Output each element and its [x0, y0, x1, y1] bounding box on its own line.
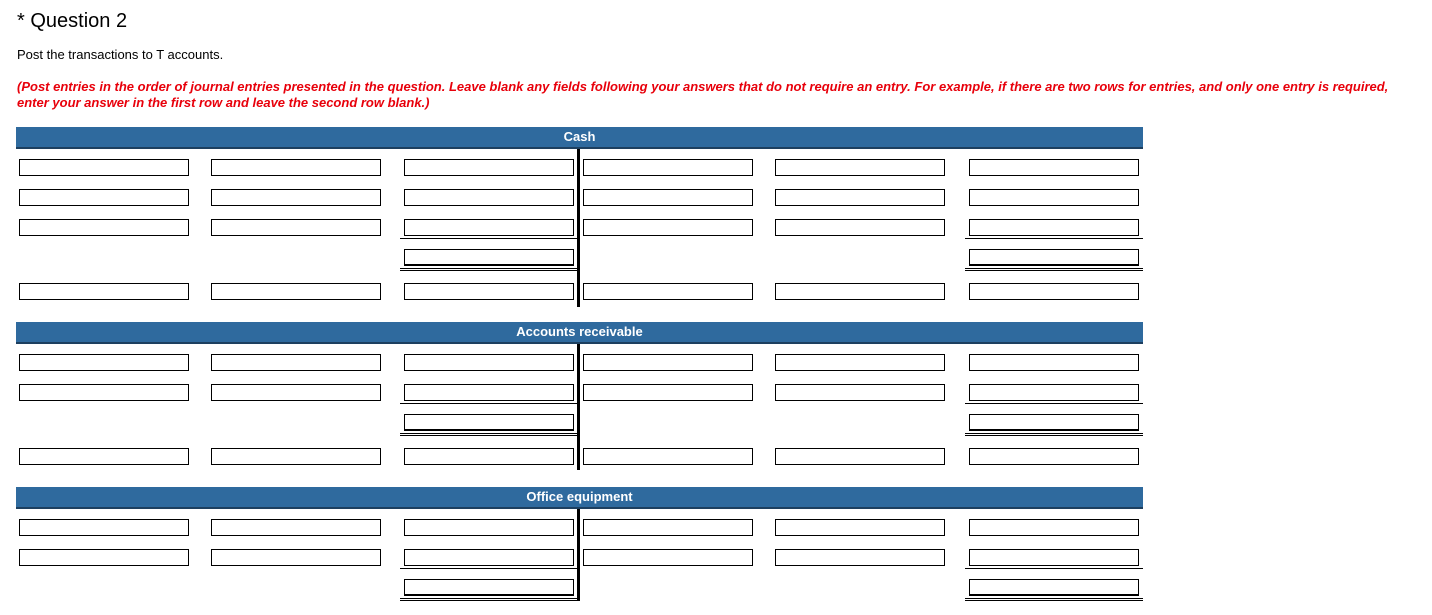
credit-amount-input[interactable]: [969, 384, 1139, 401]
debit-date-input[interactable]: [19, 159, 189, 176]
subtotal-rule: [965, 238, 1143, 239]
t-account-title: Cash: [16, 127, 1143, 149]
credit-total-input[interactable]: [969, 414, 1139, 431]
question-intro: Post the transactions to T accounts.: [17, 47, 224, 62]
credit-balance-description-input[interactable]: [775, 448, 945, 465]
debit-amount-input[interactable]: [404, 549, 574, 566]
credit-description-input[interactable]: [775, 519, 945, 536]
debit-description-input[interactable]: [211, 549, 381, 566]
debit-amount-input[interactable]: [404, 354, 574, 371]
credit-amount-input[interactable]: [969, 549, 1139, 566]
subtotal-rule: [400, 403, 578, 404]
credit-amount-input[interactable]: [969, 219, 1139, 236]
credit-description-input[interactable]: [775, 159, 945, 176]
credit-balance-amount-input[interactable]: [969, 448, 1139, 465]
credit-total-input[interactable]: [969, 249, 1139, 266]
debit-date-input[interactable]: [19, 219, 189, 236]
debit-date-input[interactable]: [19, 189, 189, 206]
credit-date-input[interactable]: [583, 519, 753, 536]
question-title: * Question 2: [17, 10, 128, 32]
debit-balance-amount-input[interactable]: [404, 283, 574, 300]
debit-description-input[interactable]: [211, 354, 381, 371]
debit-total-input[interactable]: [404, 249, 574, 266]
debit-total-input[interactable]: [404, 579, 574, 596]
t-account-title: Office equipment: [16, 487, 1143, 509]
debit-balance-date-input[interactable]: [19, 283, 189, 300]
subtotal-rule: [965, 568, 1143, 569]
credit-date-input[interactable]: [583, 159, 753, 176]
t-account-divider: [577, 509, 580, 601]
t-account-accounts-receivable: [16, 322, 1143, 470]
credit-amount-input[interactable]: [969, 519, 1139, 536]
credit-description-input[interactable]: [775, 549, 945, 566]
debit-date-input[interactable]: [19, 549, 189, 566]
credit-date-input[interactable]: [583, 219, 753, 236]
debit-description-input[interactable]: [211, 189, 381, 206]
subtotal-rule: [965, 403, 1143, 404]
debit-balance-description-input[interactable]: [211, 448, 381, 465]
debit-date-input[interactable]: [19, 519, 189, 536]
credit-balance-date-input[interactable]: [583, 448, 753, 465]
debit-date-input[interactable]: [19, 354, 189, 371]
credit-description-input[interactable]: [775, 189, 945, 206]
credit-description-input[interactable]: [775, 354, 945, 371]
total-double-rule: [400, 598, 578, 601]
debit-balance-date-input[interactable]: [19, 448, 189, 465]
total-double-rule: [965, 433, 1143, 436]
credit-date-input[interactable]: [583, 549, 753, 566]
debit-description-input[interactable]: [211, 219, 381, 236]
t-account-divider: [577, 344, 580, 470]
debit-date-input[interactable]: [19, 384, 189, 401]
t-account-title: Accounts receivable: [16, 322, 1143, 344]
credit-amount-input[interactable]: [969, 354, 1139, 371]
debit-description-input[interactable]: [211, 159, 381, 176]
credit-description-input[interactable]: [775, 384, 945, 401]
credit-total-input[interactable]: [969, 579, 1139, 596]
credit-balance-date-input[interactable]: [583, 283, 753, 300]
debit-amount-input[interactable]: [404, 219, 574, 236]
t-account-divider: [577, 149, 580, 307]
credit-balance-amount-input[interactable]: [969, 283, 1139, 300]
debit-amount-input[interactable]: [404, 384, 574, 401]
credit-date-input[interactable]: [583, 189, 753, 206]
total-double-rule: [400, 268, 578, 271]
debit-amount-input[interactable]: [404, 159, 574, 176]
subtotal-rule: [400, 238, 578, 239]
credit-date-input[interactable]: [583, 354, 753, 371]
debit-total-input[interactable]: [404, 414, 574, 431]
debit-amount-input[interactable]: [404, 519, 574, 536]
debit-amount-input[interactable]: [404, 189, 574, 206]
total-double-rule: [965, 268, 1143, 271]
credit-amount-input[interactable]: [969, 159, 1139, 176]
question-instructions: (Post entries in the order of journal entries presented in the question. Leave blank any fields following your answers that do not require an entry. For example, if there are two rows for entries, and only one entry is required, enter your answer in the first row and leave the second row blank.): [17, 79, 1389, 110]
debit-balance-description-input[interactable]: [211, 283, 381, 300]
subtotal-rule: [400, 568, 578, 569]
total-double-rule: [400, 433, 578, 436]
total-double-rule: [965, 598, 1143, 601]
debit-balance-amount-input[interactable]: [404, 448, 574, 465]
credit-date-input[interactable]: [583, 384, 753, 401]
t-account-office-equipment: [16, 487, 1143, 607]
t-account-cash: [16, 127, 1143, 307]
debit-description-input[interactable]: [211, 384, 381, 401]
credit-amount-input[interactable]: [969, 189, 1139, 206]
credit-description-input[interactable]: [775, 219, 945, 236]
credit-balance-description-input[interactable]: [775, 283, 945, 300]
debit-description-input[interactable]: [211, 519, 381, 536]
